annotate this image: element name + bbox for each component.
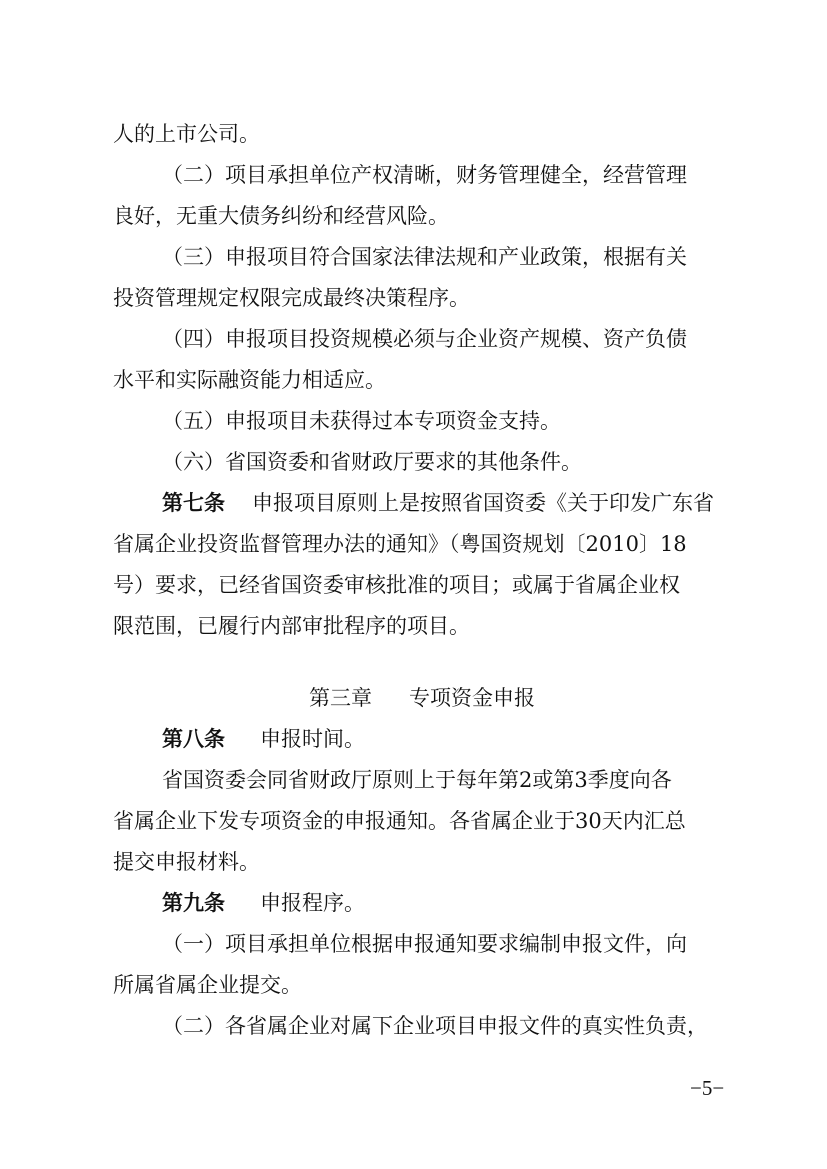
paragraph-text: （五）申报项目未获得过本专项资金支持。 — [162, 409, 561, 433]
article-8-label: 第八条 — [162, 727, 225, 751]
chapter-number: 第三章 — [309, 686, 372, 710]
article-7-text: 申报项目原则上是按照省国资委《关于印发广东省 — [252, 491, 714, 515]
paragraph-text: （六）省国资委和省财政厅要求的其他条件。 — [162, 450, 582, 474]
chapter-heading — [0, 678, 827, 718]
article-7-line — [0, 565, 827, 605]
article-9-title: 申报程序。 — [260, 891, 365, 915]
paragraph-line — [0, 114, 827, 154]
article-9-text: 所属省属企业提交。 — [113, 973, 302, 997]
paragraph-text: 良好，无重大债务纠纷和经营风险。 — [113, 204, 449, 228]
article-7-text: 号）要求，已经省国资委审核批准的项目；或属于省属企业权 — [113, 573, 680, 597]
article-9-line — [0, 1006, 827, 1046]
article-8-line — [0, 842, 827, 882]
article-7-line — [0, 606, 827, 646]
article-9-line — [0, 924, 827, 964]
article-9-line — [0, 965, 827, 1005]
article-8-text: 省属企业下发专项资金的申报通知。各省属企业于30天内汇总 — [113, 809, 686, 833]
article-8-text: 提交申报材料。 — [113, 850, 260, 874]
paragraph-line — [0, 196, 827, 236]
article-8-text: 省国资委会同省财政厅原则上于每年第2或第3季度向各 — [162, 768, 672, 792]
paragraph-line — [0, 319, 827, 359]
article-7-text: 省属企业投资监督管理办法的通知》（粤国资规划〔2010〕18 — [113, 532, 687, 556]
article-8-line — [0, 760, 827, 800]
article-7-line — [0, 483, 827, 523]
article-9-text: （一）项目承担单位根据申报通知要求编制申报文件，向 — [162, 932, 687, 956]
article-8-heading — [0, 719, 827, 759]
paragraph-line — [0, 401, 827, 441]
article-9-heading — [0, 883, 827, 923]
article-8-title: 申报时间。 — [260, 727, 365, 751]
paragraph-text: 水平和实际融资能力相适应。 — [113, 368, 386, 392]
paragraph-text: （三）申报项目符合国家法律法规和产业政策，根据有关 — [162, 245, 687, 269]
article-7-line — [0, 524, 827, 564]
paragraph-line — [0, 442, 827, 482]
page-number: −5− — [690, 1076, 725, 1100]
paragraph-text: （四）申报项目投资规模必须与企业资产规模、资产负债 — [162, 327, 687, 351]
article-9-text: （二）各省属企业对属下企业项目申报文件的真实性负责， — [162, 1014, 708, 1038]
paragraph-text: 投资管理规定权限完成最终决策程序。 — [113, 286, 470, 310]
article-7-text: 限范围，已履行内部审批程序的项目。 — [113, 614, 470, 638]
article-7-label: 第七条 — [162, 491, 225, 515]
article-9-label: 第九条 — [162, 891, 225, 915]
paragraph-line — [0, 360, 827, 400]
chapter-title: 专项资金申报 — [409, 686, 535, 710]
paragraph-text: 人的上市公司。 — [113, 122, 260, 146]
paragraph-line — [0, 237, 827, 277]
paragraph-text: （二）项目承担单位产权清晰，财务管理健全，经营管理 — [162, 163, 687, 187]
paragraph-line — [0, 155, 827, 195]
paragraph-line — [0, 278, 827, 318]
article-8-line — [0, 801, 827, 841]
